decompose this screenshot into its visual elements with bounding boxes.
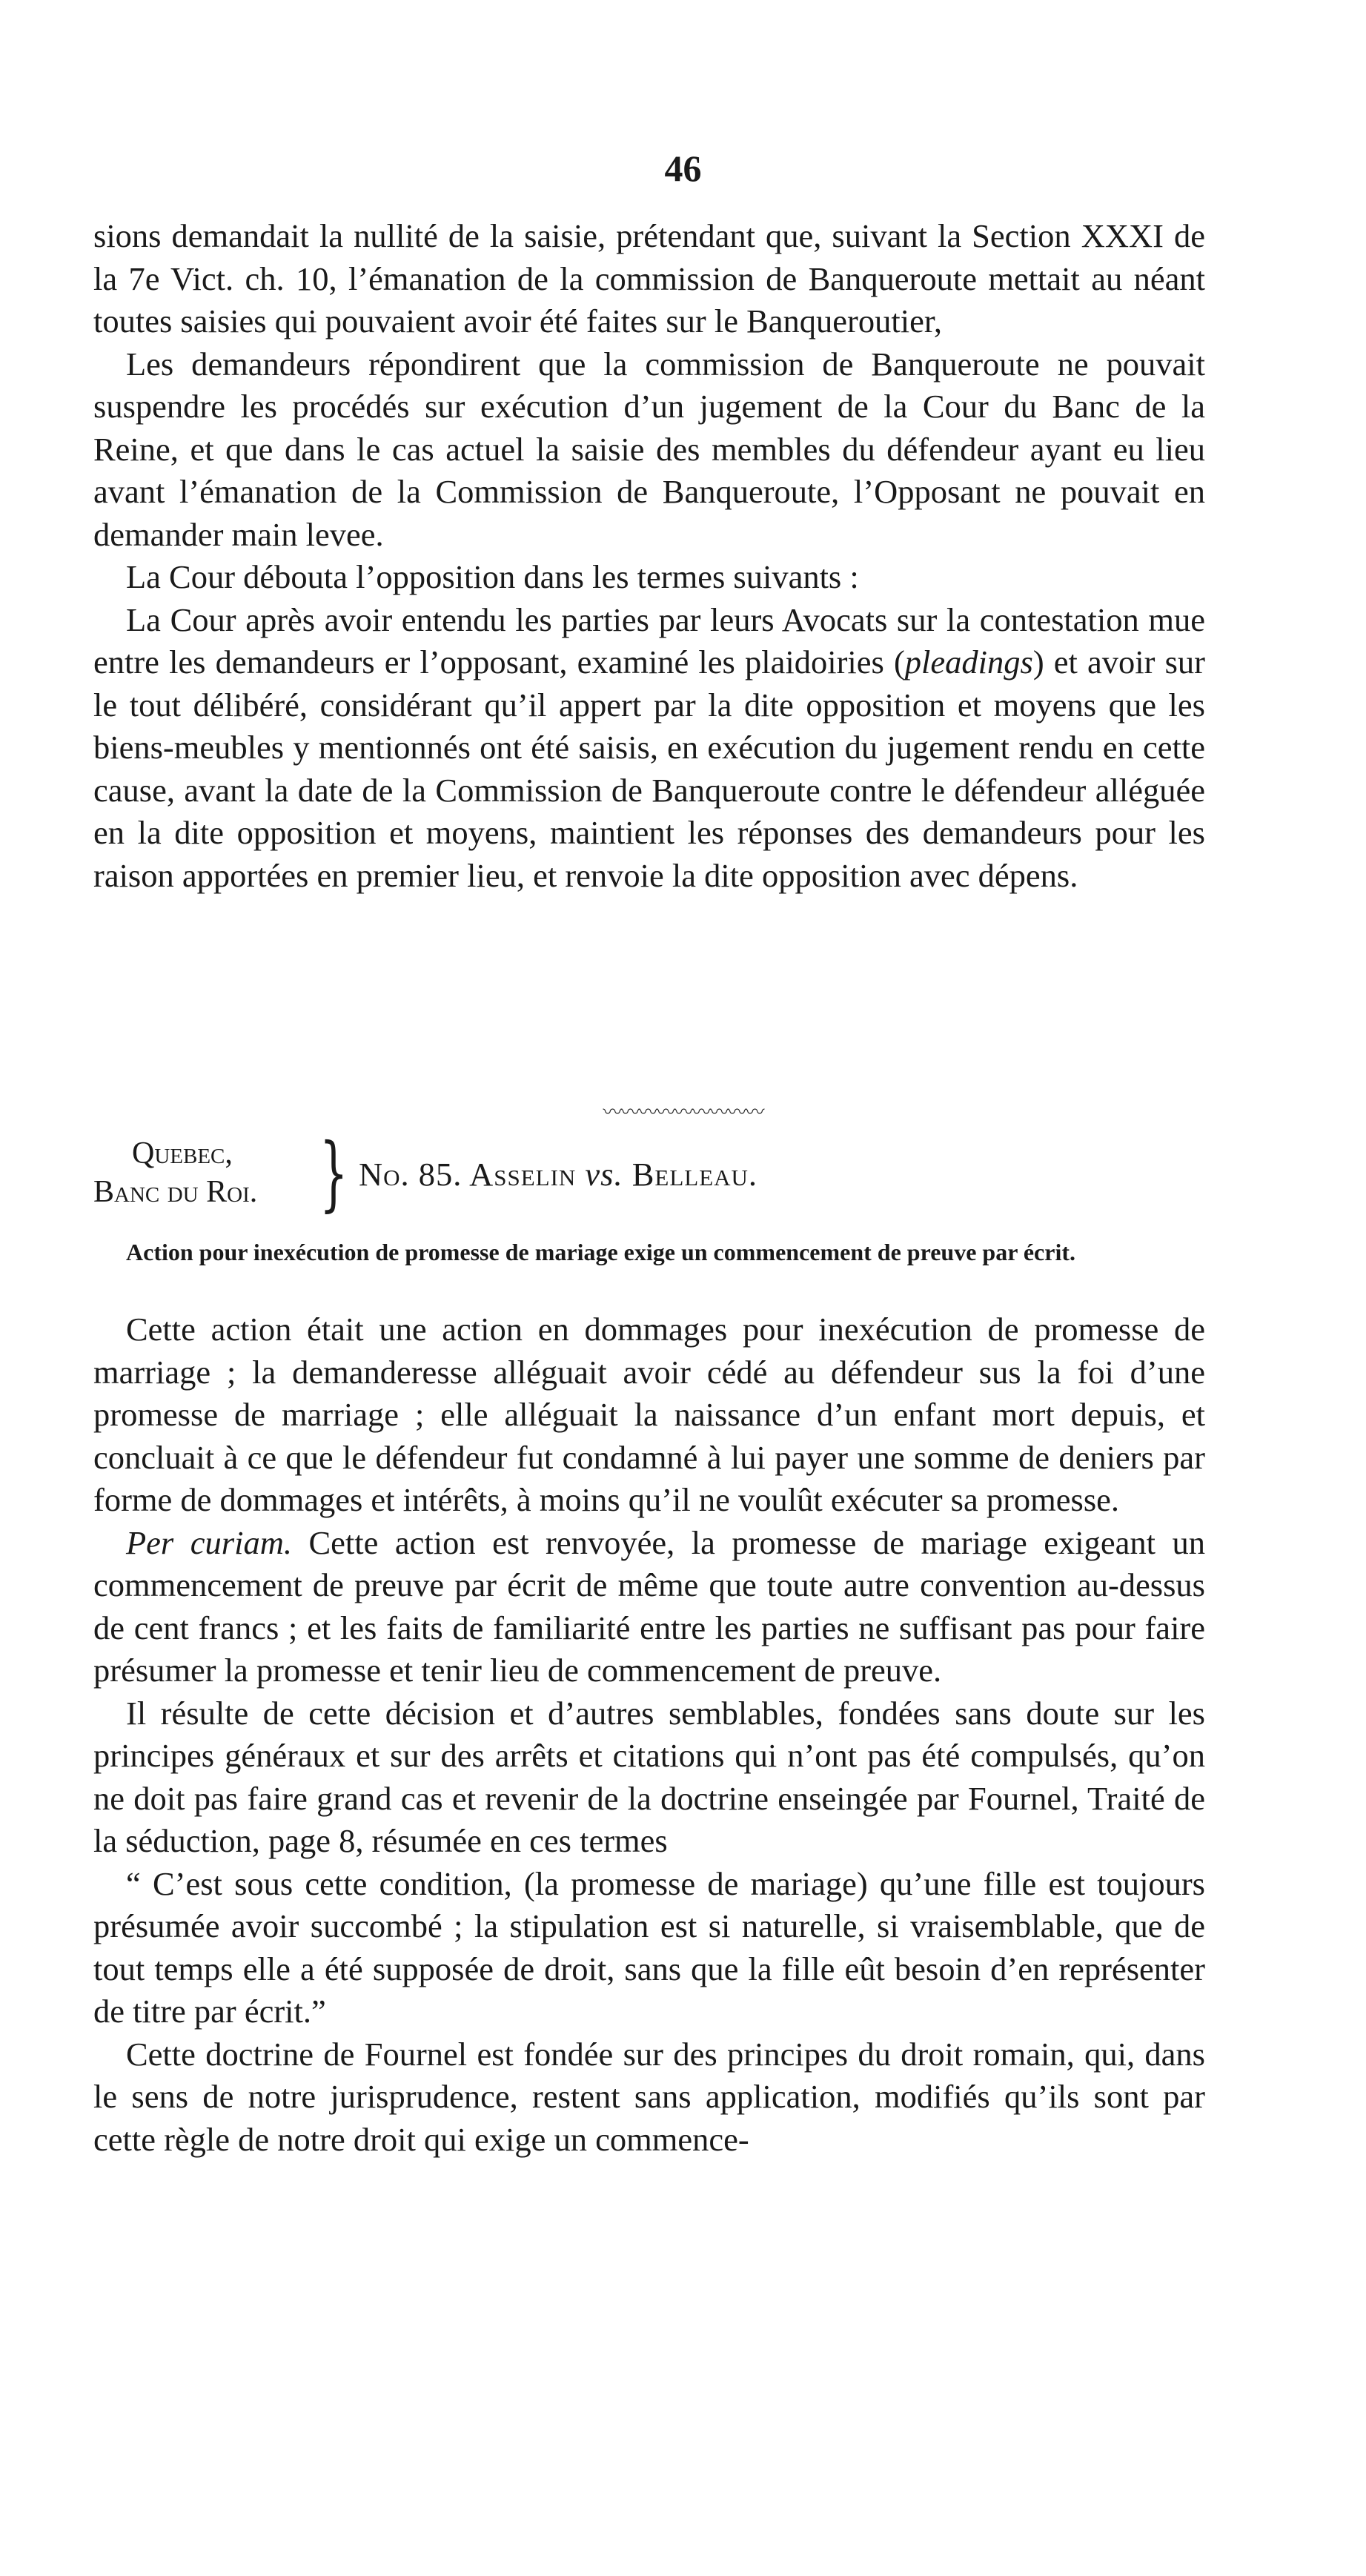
case-number: No. 85. <box>359 1156 462 1193</box>
judgment-text-before: La Cour après avoir entendu les parties par leurs Avocats sur la contestation mue entre les demandeurs er l’opposant, examiné les plaidoiries ( <box>93 600 1205 681</box>
body-paragraph-5 <box>93 2033 1205 2162</box>
judgment-text-after: ) et avoir sur le tout délibéré, considérant qu’il appert par la dite opposition et moyens que les biens-meubles y mentionnés ont été saisis, en exécution du jugement rendu en cette cause, avant la date de la Commission de Banqueroute contre le défendeur alléguée en la dite opposition et moyens, maintient les réponses des demandeurs pour les raison apportées en premier lieu, et renvoie la dite opposition avec dépens. <box>93 643 1205 894</box>
case-summary-text: Action pour inexécution de promesse de mariage exige un commencement de preuve par écrit. <box>126 1239 1075 1265</box>
court-line-2: Banc du Roi. <box>93 1175 258 1209</box>
body-paragraph-5-text: Cette doctrine de Fournel est fondée sur des principes du droit romain, qui, dans le sens de notre jurisprudence, restent sans application, modifiés qu’ils sont par cette règle de notre droit qui exige un commence- <box>93 2035 1205 2158</box>
case-plaintiff: Asselin <box>469 1156 577 1193</box>
intro-paragraph-1: sions demandait la nullité de la saisie, prétendant que, suivant la Section XXXI de la 7e Vict. ch. 10, l’émanation de la commission de Banqueroute mettait au néant toutes saisies qui pouvaient avoir été faites sur le Banqueroutier, <box>93 217 1205 340</box>
per-curiam-label: Per curiam. <box>126 1523 292 1561</box>
case-defendant: Belleau. <box>631 1156 758 1193</box>
body-paragraph-3-text: Il résulte de cette décision et d’autres semblables, fondées sans doute sur les principes généraux et sur des arrêts et citations qui n’ont pas été compulsés, qu’on ne doit pas faire grand cas et revenir de la doctrine enseingée par Fournel, Traité de la séduction, page 8, résumée en ces termes <box>93 1694 1205 1859</box>
court-block <box>93 1134 257 1211</box>
intro-section <box>93 215 1205 897</box>
court-line-1: Quebec, <box>132 1136 233 1171</box>
case-versus: vs. <box>585 1156 623 1193</box>
quotation-paragraph <box>93 1863 1205 2033</box>
body-paragraph-1-text: Cette action était une action en dommages pour inexécution de promesse de marriage ; la demanderesse alléguait avoir cédé au défendeur sus la foi d’une promesse de marriage ; elle alléguait la naissance d’un enfant mort depuis, et concluait à ce que le défendeur fut condamné à lui payer une somme de deniers par forme de dommages et intérêts, à moins qu’il ne voulût exécuter sa promesse. <box>93 1311 1205 1518</box>
page-number: 46 <box>664 148 702 189</box>
intro-paragraph-2: Les demandeurs répondirent que la commission de Banqueroute ne pouvait suspendre les procédés sur exécution d’un jugement de la Cour du Banc de la Reine, et que dans le cas actuel la saisie des membles du défendeur ayant eu lieu avant l’émanation de la Commission de Banqueroute, l’Opposant ne pouvait en demander main levee. <box>93 345 1205 553</box>
intro-paragraph-3: La Cour débouta l’opposition dans les termes suivants : <box>126 558 859 595</box>
case-title <box>359 1153 757 1195</box>
case-summary <box>93 1239 1205 1265</box>
section-separator: 〰〰〰〰〰〰〰〰〰 <box>603 1102 763 1123</box>
body-paragraph-3 <box>93 1692 1205 1863</box>
body-paragraph-2 <box>93 1522 1205 1692</box>
case-body <box>93 1308 1205 2161</box>
judgment-italic-term: pleadings <box>904 643 1033 681</box>
quotation-text: “ C’est sous cette condition, (la promesse de mariage) qu’une fille est toujours présumée avoir succombé ; la stipulation est si naturelle, si vraisemblable, que de tout temps elle a été supposée de droit, sans que la fille eût besoin d’en représenter de titre par écrit.” <box>93 1864 1205 2030</box>
case-heading <box>93 1125 1205 1231</box>
judgment-paragraph <box>93 599 1205 898</box>
body-paragraph-1 <box>93 1308 1205 1522</box>
brace-symbol: } <box>319 1125 348 1220</box>
body-paragraph-2-text: Cette action est renvoyée, la promesse de mariage exigeant un commencement de preuve par écrit de même que toute autre convention au-dessus de cent francs ; et les faits de familiarité entre les parties ne suffisant pas pour faire présumer la promesse et tenir lieu de commencement de preuve. <box>93 1523 1205 1689</box>
